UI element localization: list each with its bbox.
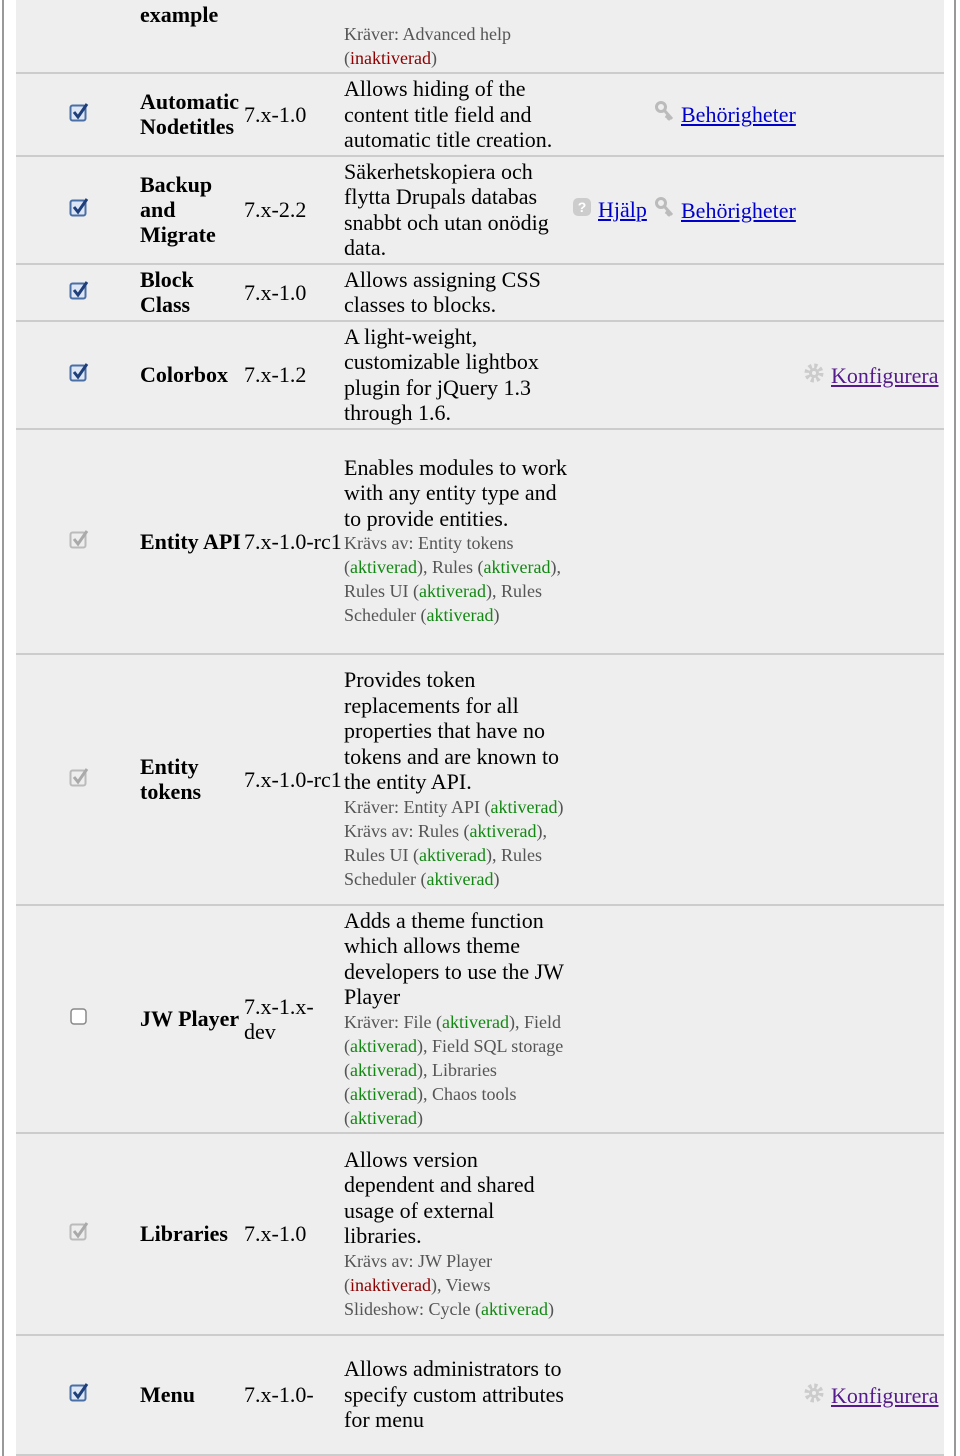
module-requirements: Krävs av: Rules (aktiverad), Rules UI (aktiverad), Rules Scheduler (aktiverad) <box>344 820 547 889</box>
enable-checkbox[interactable] <box>69 362 89 387</box>
module-operations <box>572 1219 944 1249</box>
module-operations <box>572 277 944 307</box>
module-row <box>16 1336 944 1456</box>
module-requirements: Kräver: Advanced help (inaktiverad) <box>344 24 511 68</box>
requirements-label: Krävs av: <box>344 533 418 554</box>
dependency-name: Entity API <box>403 796 480 817</box>
dependency-name: Libraries <box>431 1059 497 1080</box>
module-requirements: Kräver: Entity API (aktiverad) <box>344 796 564 817</box>
enable-checkbox[interactable] <box>69 1382 89 1407</box>
dependency-name: File <box>403 1011 432 1032</box>
gear-icon <box>803 362 831 390</box>
dependency-status: aktiverad <box>350 1059 417 1080</box>
key-icon <box>655 101 681 129</box>
module-name: Backup and Migrate <box>140 172 216 247</box>
module-description: Allows version dependent and shared usage of external libraries. <box>344 1146 535 1248</box>
module-requirements: Kräver: File (aktiverad), Field (aktiverad), Field SQL storage (aktiverad), Libraries (aktiverad), Chaos tools (aktiverad) <box>344 1011 564 1128</box>
module-version: 7.x-1.x-dev <box>244 993 314 1044</box>
module-description: Allows hiding of the content title field and automatic title creation. <box>344 76 553 152</box>
module-operations <box>572 1004 944 1034</box>
module-row <box>16 655 944 906</box>
dependency-status: aktiverad <box>350 1107 417 1128</box>
enable-checkbox <box>69 767 89 792</box>
enable-checkbox <box>69 1221 89 1246</box>
dependency-status: inaktiverad <box>350 1274 431 1295</box>
module-operations <box>572 1380 944 1410</box>
module-version: 7.x-2.2 <box>244 197 307 222</box>
configure-link[interactable]: Konfigurera <box>831 362 939 388</box>
requirements-label: Kräver: <box>344 1011 404 1032</box>
module-row <box>16 322 944 430</box>
module-requirements: Krävs av: Entity tokens (aktiverad), Rules (aktiverad), Rules UI (aktiverad), Rules Scheduler (aktiverad) <box>344 533 561 626</box>
configure-link[interactable]: Konfigurera <box>831 1382 939 1408</box>
module-row <box>16 157 944 265</box>
module-name: Automatic Nodetitles <box>140 89 239 140</box>
module-name: Entity tokens <box>140 754 202 804</box>
module-version: 7.x-1.0-rc1 <box>244 528 342 554</box>
dependency-name: Entity tokens <box>417 533 514 554</box>
module-description: Allows administrators to specify custom attributes for menu <box>344 1356 564 1433</box>
window-border-left <box>2 0 4 1456</box>
module-operations <box>572 764 944 794</box>
module-row <box>16 1134 944 1336</box>
permissions-link[interactable]: Behörigheter <box>681 197 796 223</box>
dependency-name: Rules Scheduler <box>344 844 542 889</box>
module-row <box>16 906 944 1134</box>
dependency-status: inaktiverad <box>350 48 431 68</box>
module-operations <box>572 99 944 129</box>
modules-table <box>16 0 944 1456</box>
dependency-name: Rules <box>431 557 473 578</box>
module-row <box>16 265 944 322</box>
module-version: 7.x-1.2 <box>244 362 307 387</box>
module-operations <box>572 526 944 556</box>
module-operations <box>572 195 944 225</box>
module-name: Block Class <box>140 267 194 317</box>
requirements-label: Kräver: <box>344 24 403 44</box>
module-description: Säkerhetskopiera och flytta Drupals databas snabbt och utan onödig data. <box>344 158 549 260</box>
dependency-name: Views Slideshow: Cycle <box>344 1274 491 1319</box>
requirements-label: Kräver: <box>344 796 404 817</box>
enable-checkbox[interactable] <box>69 280 89 305</box>
module-description: Enables modules to work with any entity type and to provide entities. <box>344 454 568 531</box>
help-link[interactable]: Hjälp <box>598 196 647 222</box>
dependency-status: aktiverad <box>419 844 486 865</box>
module-description: Allows assigning CSS classes to blocks. <box>344 266 541 317</box>
enable-checkbox <box>69 529 89 554</box>
dependency-name: Rules UI <box>344 844 409 865</box>
module-version: 7.x-1.0-rc1 <box>244 766 342 792</box>
dependency-status: aktiverad <box>441 1011 509 1032</box>
module-description: Adds a theme function which allows theme developers to use the JW Player <box>344 907 564 1009</box>
dependency-status: aktiverad <box>483 557 551 578</box>
module-row <box>16 0 944 74</box>
module-version: 7.x-1.0 <box>244 1221 307 1246</box>
module-requirements: Krävs av: JW Player (inaktiverad), Views Slideshow: Cycle (aktiverad) <box>344 1250 554 1319</box>
module-version: 7.x-1.0 <box>244 101 307 127</box>
requirements-label: Krävs av: <box>344 1250 418 1271</box>
enable-checkbox[interactable] <box>69 102 89 127</box>
dependency-status: aktiverad <box>350 1083 417 1104</box>
window-border-right <box>954 0 956 1456</box>
module-name: Menu <box>140 1382 195 1407</box>
help-icon <box>572 197 598 223</box>
permissions-link[interactable]: Behörigheter <box>681 102 796 128</box>
dependency-name: Rules Scheduler <box>344 581 542 626</box>
dependency-name: Rules <box>417 820 459 841</box>
dependency-status: aktiverad <box>350 1035 417 1056</box>
dependency-name: Field <box>523 1011 561 1032</box>
requirements-label: Krävs av: <box>344 820 418 841</box>
dependency-name: Advanced help <box>402 24 511 44</box>
dependency-status: aktiverad <box>481 1298 548 1319</box>
module-operations <box>572 360 944 390</box>
dependency-status: aktiverad <box>426 868 494 889</box>
module-name: Entity API <box>140 528 241 554</box>
module-name: Libraries <box>140 1221 228 1246</box>
module-name: example <box>140 2 219 27</box>
gear-icon <box>803 1382 831 1410</box>
module-name: Colorbox <box>140 362 228 387</box>
dependency-status: aktiverad <box>350 557 417 578</box>
module-version: 7.x-1.0 <box>244 279 307 305</box>
svg-text:?: ? <box>577 198 587 215</box>
dependency-name: Rules UI <box>344 581 409 602</box>
dependency-name: Field SQL storage <box>431 1035 564 1056</box>
enable-checkbox[interactable] <box>69 1006 89 1031</box>
module-operations <box>572 2 944 32</box>
dependency-name: Chaos tools <box>431 1083 517 1104</box>
module-row <box>16 430 944 655</box>
module-row <box>16 74 944 157</box>
dependency-status: aktiverad <box>419 581 486 602</box>
dependency-name: JW Player <box>417 1250 493 1271</box>
dependency-status: aktiverad <box>426 605 494 626</box>
module-description: Provides token replacements for all properties that have no tokens and are known to the entity API. <box>344 667 560 795</box>
module-name: JW Player <box>140 1006 240 1031</box>
dependency-status: aktiverad <box>490 796 558 817</box>
key-icon <box>655 197 681 225</box>
dependency-status: aktiverad <box>469 820 537 841</box>
enable-checkbox[interactable] <box>69 197 89 222</box>
module-version: 7.x-1.0- <box>244 1382 314 1407</box>
module-description: A light-weight, customizable lightbox plugin for jQuery 1.3 through 1.6. <box>344 323 539 425</box>
